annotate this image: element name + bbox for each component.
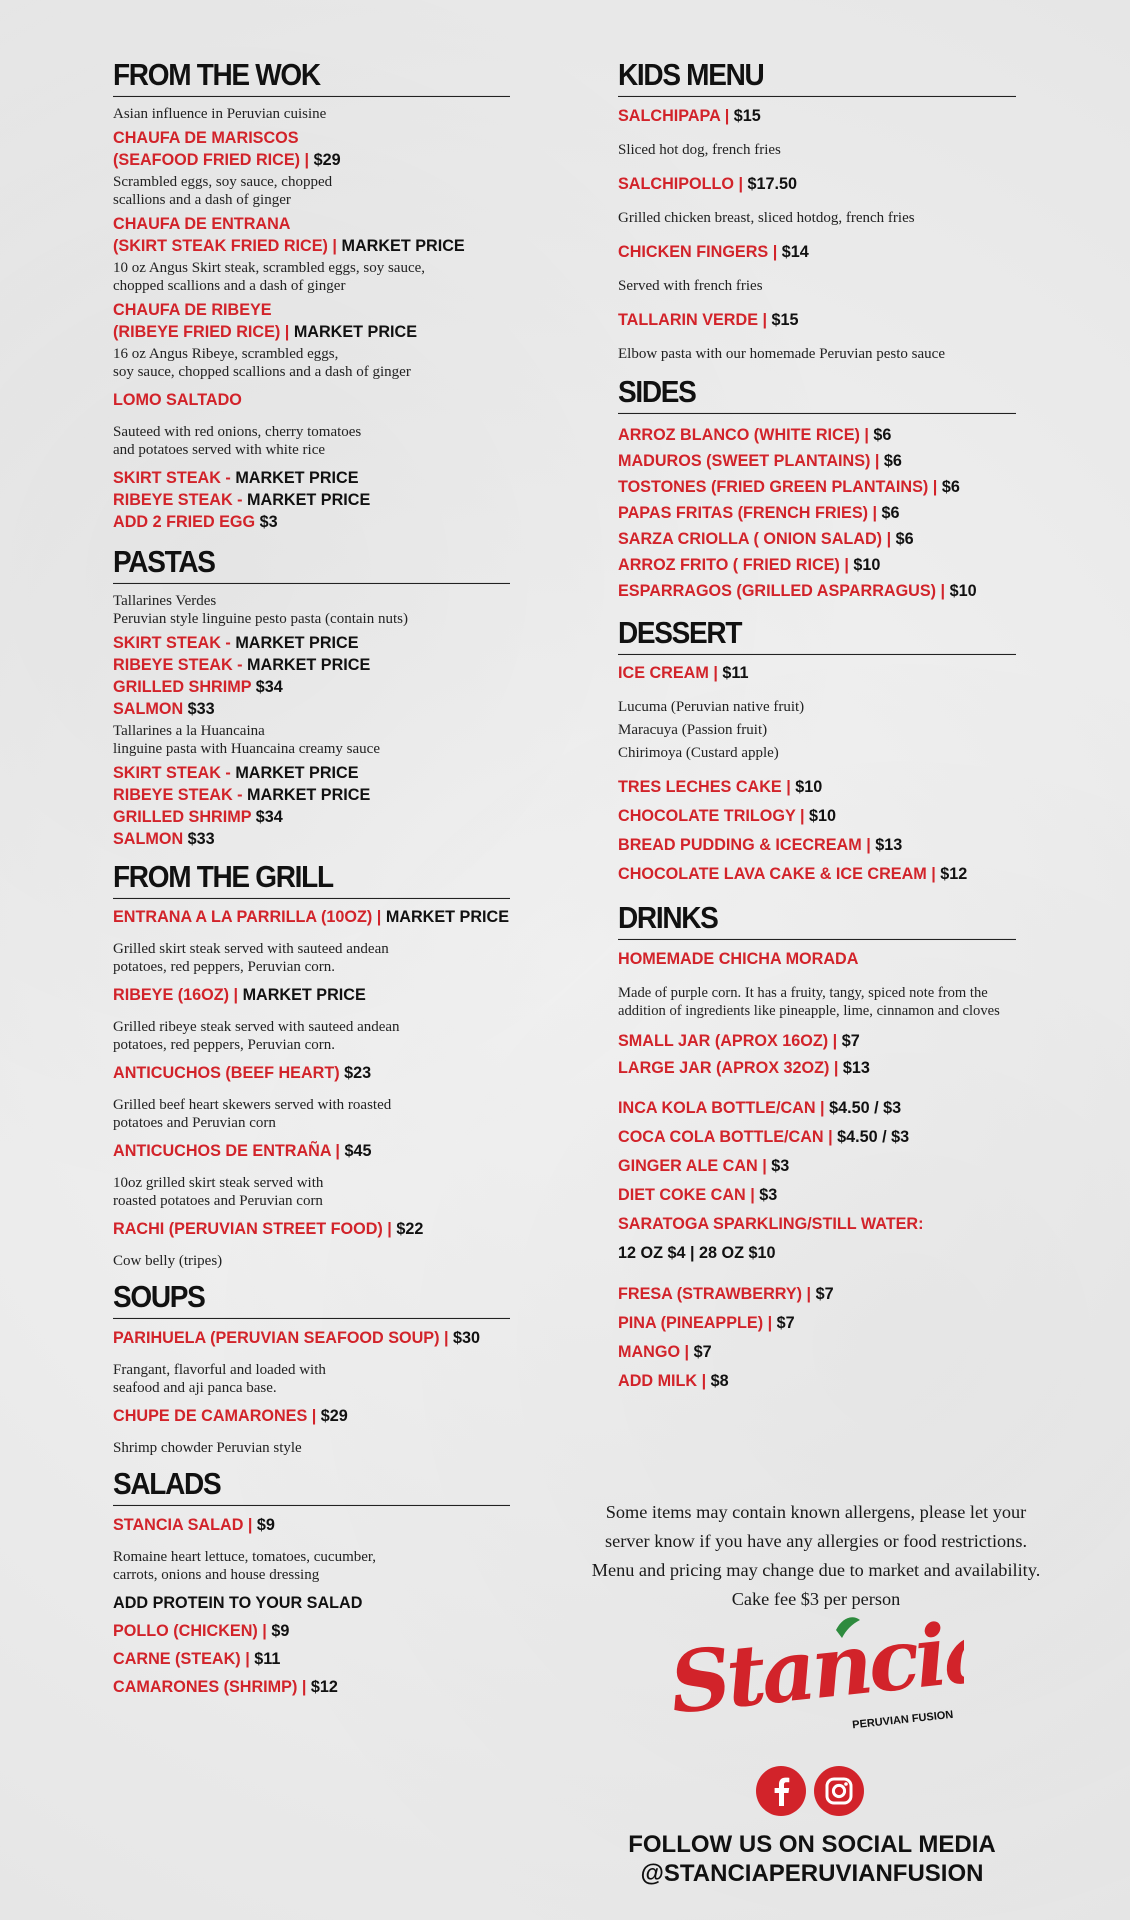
menu-item: SALCHIPOLLO | $17.50 bbox=[618, 174, 798, 193]
side-item: SARZA CRIOLLA ( ONION SALAD) | $6 bbox=[618, 529, 914, 548]
section-drinks bbox=[618, 901, 1016, 1396]
item-description: Grilled ribeye steak served with sauteed andean potatoes, red peppers, Peruvian corn. bbox=[113, 1019, 400, 1054]
menu-item: CHOCOLATE TRILOGY | $10 bbox=[618, 807, 837, 826]
drink-item: SMALL JAR (APROX 16OZ) | $7 bbox=[618, 1032, 860, 1051]
stancia-logo bbox=[664, 1612, 964, 1730]
menu-item: CHOCOLATE LAVA CAKE & ICE CREAM | $12 bbox=[618, 865, 968, 884]
section-title: KIDS MENU bbox=[618, 55, 1016, 97]
menu-item: RIBEYE (16OZ) | MARKET PRICE bbox=[113, 986, 366, 1005]
menu-item: HOMEMADE CHICHA MORADA bbox=[618, 950, 859, 969]
side-item: PAPAS FRITAS (FRENCH FRIES) | $6 bbox=[618, 503, 900, 522]
item-description: Frangant, flavorful and loaded with seafood and aji panca base. bbox=[113, 1362, 326, 1397]
menu-item: LOMO SALTADO bbox=[113, 390, 242, 409]
social-icons bbox=[756, 1766, 866, 1818]
menu-option: SKIRT STEAK - MARKET PRICE bbox=[113, 763, 359, 782]
side-item: ARROZ BLANCO (WHITE RICE) | $6 bbox=[618, 425, 892, 444]
menu-item: TRES LECHES CAKE | $10 bbox=[618, 778, 823, 797]
section-from-the-wok bbox=[113, 58, 510, 533]
item-description: Scrambled eggs, soy sauce, chopped scallions and a dash of ginger bbox=[113, 173, 333, 208]
side-item: ARROZ FRITO ( FRIED RICE) | $10 bbox=[618, 555, 881, 574]
item-description: Tallarines a la Huancaina linguine pasta with Huancaina creamy sauce bbox=[113, 722, 380, 757]
drink-item: INCA KOLA BOTTLE/CAN | $4.50 / $3 bbox=[618, 1099, 902, 1118]
section-title: SALADS bbox=[113, 1464, 510, 1506]
menu-item: CHAUFA DE ENTRANA bbox=[113, 214, 291, 233]
facebook-icon[interactable] bbox=[756, 1766, 806, 1816]
social-handle: @STANCIAPERUVIANFUSION bbox=[640, 1860, 984, 1887]
right-column bbox=[618, 58, 1016, 1406]
section-pastas bbox=[113, 545, 510, 850]
menu-option: POLLO (CHICKEN) | $9 bbox=[113, 1621, 290, 1640]
drink-item: ADD MILK | $8 bbox=[618, 1372, 729, 1391]
item-description: Romaine heart lettuce, tomatoes, cucumber, carrots, onions and house dressing bbox=[113, 1548, 377, 1583]
follow-line: FOLLOW US ON SOCIAL MEDIA bbox=[628, 1831, 996, 1858]
svg-text:PERUVIAN FUSION: PERUVIAN FUSION bbox=[851, 1708, 954, 1730]
svg-text:Stancia: Stancia bbox=[665, 1612, 964, 1730]
menu-item: CHUPE DE CAMARONES | $29 bbox=[113, 1407, 348, 1426]
section-from-the-grill bbox=[113, 860, 510, 1271]
side-item: ESPARRAGOS (GRILLED ASPARRAGUS) | $10 bbox=[618, 581, 977, 600]
menu-item: SALCHIPAPA | $15 bbox=[618, 106, 761, 125]
section-soups bbox=[113, 1280, 510, 1457]
menu-item: ICE CREAM | $11 bbox=[618, 664, 749, 683]
drink-item: GINGER ALE CAN | $3 bbox=[618, 1157, 790, 1176]
drink-item: LARGE JAR (APROX 32OZ) | $13 bbox=[618, 1059, 870, 1078]
section-title: DESSERT bbox=[618, 612, 1016, 654]
section-title: PASTAS bbox=[113, 542, 510, 584]
item-description: Grilled chicken breast, sliced hotdog, french fries bbox=[618, 209, 915, 226]
menu-item: (RIBEYE FRIED RICE) | MARKET PRICE bbox=[113, 322, 418, 341]
menu-option: RIBEYE STEAK - MARKET PRICE bbox=[113, 655, 371, 674]
drink-item: COCA COLA BOTTLE/CAN | $4.50 / $3 bbox=[618, 1128, 910, 1147]
section-kids-menu bbox=[618, 58, 1016, 363]
section-title: DRINKS bbox=[618, 898, 1016, 940]
section-sides bbox=[618, 375, 1016, 604]
menu-option: CAMARONES (SHRIMP) | $12 bbox=[113, 1677, 338, 1696]
section-title: SIDES bbox=[618, 372, 1016, 414]
section-title: FROM THE GRILL bbox=[113, 856, 510, 898]
left-column bbox=[113, 58, 510, 1708]
section-salads bbox=[113, 1467, 510, 1698]
menu-item: RACHI (PERUVIAN STREET FOOD) | $22 bbox=[113, 1220, 424, 1239]
item-description: Sauteed with red onions, cherry tomatoes and potatoes served with white rice bbox=[113, 423, 362, 458]
item-description: Tallarines Verdes Peruvian style linguine pesto pasta (contain nuts) bbox=[113, 592, 408, 627]
section-title: FROM THE WOK bbox=[113, 55, 510, 97]
instagram-icon[interactable] bbox=[814, 1766, 864, 1816]
menu-option: SKIRT STEAK - MARKET PRICE bbox=[113, 468, 359, 487]
drink-item: SARATOGA SPARKLING/STILL WATER: bbox=[618, 1215, 924, 1234]
item-description: 10oz grilled skirt steak served with roasted potatoes and Peruvian corn bbox=[113, 1175, 324, 1210]
allergen-notice: Some items may contain known allergens, please let your server know if you have any allergies or food restrictions. Menu and pricing may change due to market and availability. Cake fee $3 per person bbox=[591, 1502, 1041, 1610]
menu-item: TALLARIN VERDE | $15 bbox=[618, 310, 799, 329]
item-description: Served with french fries bbox=[618, 277, 763, 294]
menu-item: CHAUFA DE RIBEYE bbox=[113, 300, 272, 319]
drink-item-price: 12 OZ $4 | 28 OZ $10 bbox=[618, 1244, 776, 1263]
menu-option: RIBEYE STEAK - MARKET PRICE bbox=[113, 490, 371, 509]
drink-item: MANGO | $7 bbox=[618, 1343, 712, 1362]
menu-item: BREAD PUDDING & ICECREAM | $13 bbox=[618, 836, 903, 855]
item-description: Grilled beef heart skewers served with roasted potatoes and Peruvian corn bbox=[113, 1097, 392, 1132]
drink-item: DIET COKE CAN | $3 bbox=[618, 1186, 778, 1205]
menu-item: (SKIRT STEAK FRIED RICE) | MARKET PRICE bbox=[113, 236, 465, 255]
item-description: Cow belly (tripes) bbox=[113, 1253, 223, 1270]
menu-option: CARNE (STEAK) | $11 bbox=[113, 1649, 281, 1668]
logo-graphic bbox=[664, 1612, 964, 1730]
menu-item: CHAUFA DE MARISCOS bbox=[113, 128, 299, 147]
menu-item: ANTICUCHOS (BEEF HEART) $23 bbox=[113, 1064, 372, 1083]
item-description: Made of purple corn. It has a fruity, tangy, spiced note from the addition of ingredients like pineapple, lime, cinnamon and cloves bbox=[618, 985, 1000, 1020]
item-description: Lucuma (Peruvian native fruit) Maracuya (Passion fruit) Chirimoya (Custard apple) bbox=[618, 699, 805, 762]
menu-option: SALMON $33 bbox=[113, 829, 215, 848]
item-description: 10 oz Angus Skirt steak, scrambled eggs, soy sauce, chopped scallions and a dash of ginger bbox=[113, 259, 426, 294]
side-item: TOSTONES (FRIED GREEN PLANTAINS) | $6 bbox=[618, 477, 960, 496]
item-description: Shrimp chowder Peruvian style bbox=[113, 1440, 302, 1457]
menu-option: GRILLED SHRIMP $34 bbox=[113, 807, 283, 826]
section-dessert bbox=[618, 616, 1016, 890]
item-description: Grilled skirt steak served with sauteed andean potatoes, red peppers, Peruvian corn. bbox=[113, 941, 389, 976]
menu-option: SKIRT STEAK - MARKET PRICE bbox=[113, 633, 359, 652]
menu-option: RIBEYE STEAK - MARKET PRICE bbox=[113, 785, 371, 804]
drink-item: PINA (PINEAPPLE) | $7 bbox=[618, 1314, 795, 1333]
item-description: Elbow pasta with our homemade Peruvian pesto sauce bbox=[618, 345, 945, 362]
menu-item: PARIHUELA (PERUVIAN SEAFOOD SOUP) | $30 bbox=[113, 1329, 481, 1348]
social-follow-text bbox=[600, 1830, 1024, 1888]
menu-option: GRILLED SHRIMP $34 bbox=[113, 677, 283, 696]
item-description: 16 oz Angus Ribeye, scrambled eggs, soy sauce, chopped scallions and a dash of ginger bbox=[113, 345, 411, 380]
menu-item: CHICKEN FINGERS | $14 bbox=[618, 242, 809, 261]
item-description: Sliced hot dog, french fries bbox=[618, 141, 781, 158]
menu-item: (SEAFOOD FRIED RICE) | $29 bbox=[113, 150, 341, 169]
menu-item: ANTICUCHOS DE ENTRAÑA | $45 bbox=[113, 1142, 372, 1161]
add-protein-heading: ADD PROTEIN TO YOUR SALAD bbox=[113, 1593, 363, 1612]
section-intro: Asian influence in Peruvian cuisine bbox=[113, 105, 327, 122]
menu-item: STANCIA SALAD | $9 bbox=[113, 1515, 275, 1534]
menu-option: ADD 2 FRIED EGG $3 bbox=[113, 512, 278, 531]
menu-option: SALMON $33 bbox=[113, 699, 215, 718]
section-title: SOUPS bbox=[113, 1277, 510, 1319]
side-item: MADUROS (SWEET PLANTAINS) | $6 bbox=[618, 451, 902, 470]
drink-item: FRESA (STRAWBERRY) | $7 bbox=[618, 1285, 834, 1304]
menu-item: ENTRANA A LA PARRILLA (10OZ) | MARKET PRICE bbox=[113, 908, 510, 927]
